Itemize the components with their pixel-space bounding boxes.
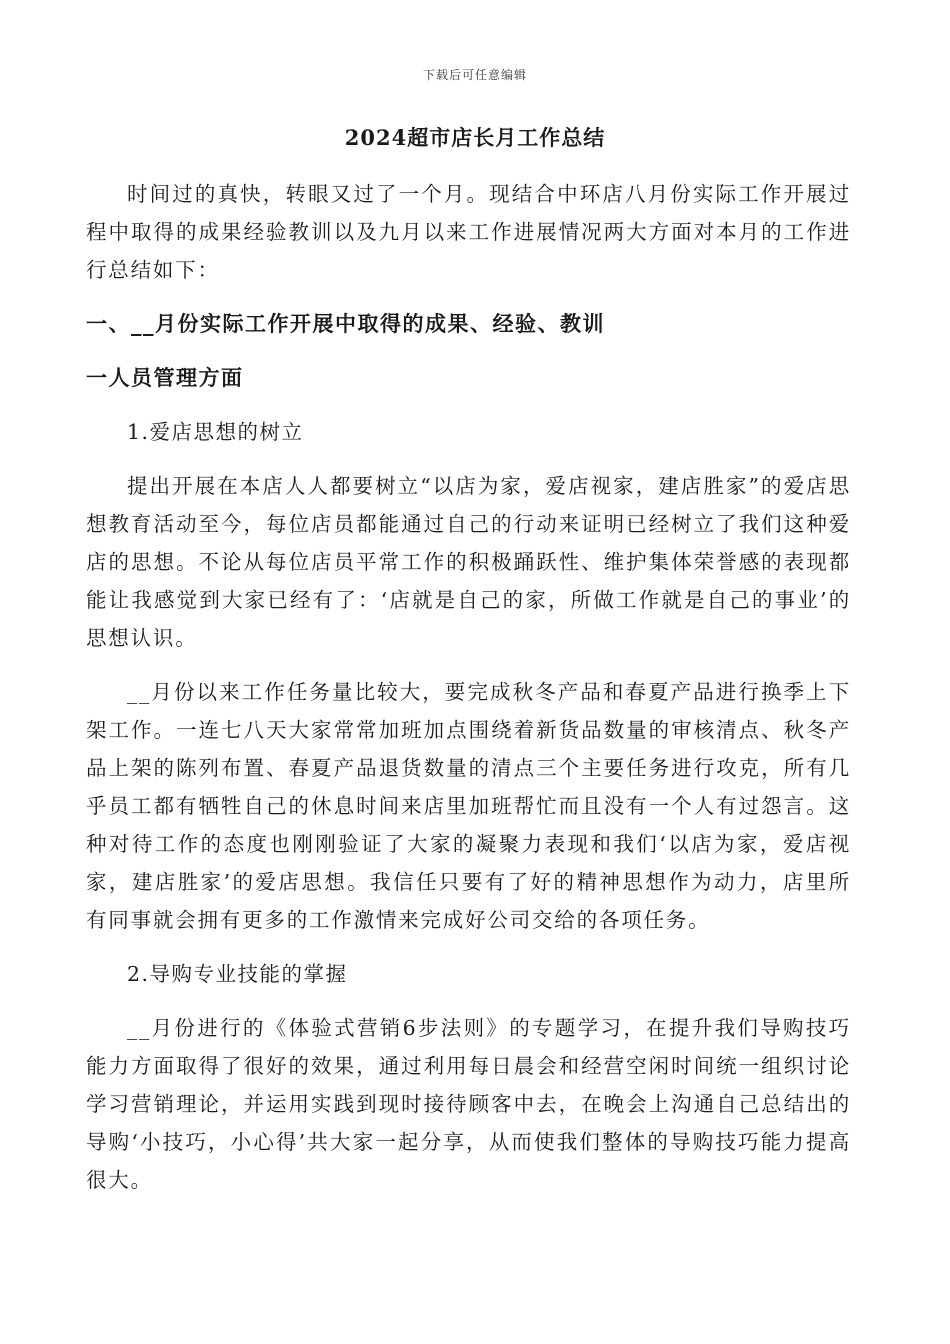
intro-paragraph: 时间过的真快，转眼又过了一个月。现结合中环店八月份实际工作开展过程中取得的成果经验教训以及九月以来工作进展情况两大方面对本月的工作进行总结如下： — [86, 182, 851, 282]
section-1-heading: 一、__月份实际工作开展中取得的成果、经验、教训 — [86, 311, 605, 336]
item-1-paragraph-1: 提出开展在本店人人都要树立“以店为家，爱店视家，建店胜家”的爱店思想教育活动至今，每位店员都能通过自己的行动来证明已经树立了我们这种爱店的思想。不论从每位店员平常工作的积极踊跃性、维护集体荣誉感的表现都能让我感觉到大家已经有了：‘店就是自己的家，所做工作就是自己的事业’的思想认识。 — [86, 474, 851, 650]
header-note: 下载后可任意编辑 — [422, 68, 527, 82]
item-1-heading: 1.爱店思想的树立 — [127, 420, 304, 444]
document-body — [86, 175, 851, 1215]
subsection-1-heading: 一人员管理方面 — [86, 365, 244, 390]
document-title: 2024超市店长月工作总结 — [344, 125, 606, 150]
item-2-heading: 2.导购专业技能的掌握 — [127, 962, 348, 986]
item-1-paragraph-2: __月份以来工作任务量比较大，要完成秋冬产品和春夏产品进行换季上下架工作。一连七八天大家常常加班加点围绕着新货品数量的审核清点、秋冬产品上架的陈列布置、春夏产品退货数量的清点三个主要任务进行攻克，所有几乎员工都有牺牲自己的休息时间来店里加班帮忙而且没有一个人有过怨言。这种对待工作的态度也刚刚验证了大家的凝聚力表现和我们‘以店为家，爱店视家，建店胜家’的爱店思想。我信任只要有了好的精神思想作为动力，店里所有同事就会拥有更多的工作激情来完成好公司交给的各项任务。 — [86, 680, 851, 932]
item-2-paragraph-1: __月份进行的《体验式营销6步法则》的专题学习，在提升我们导购技巧能力方面取得了很好的效果，通过利用每日晨会和经营空闲时间统一组织讨论学习营销理论，并运用实践到现时接待顾客中去，在晚会上沟通自己总结出的导购‘小技巧，小心得’共大家一起分享，从而使我们整体的导购技巧能力提高很大。 — [86, 1016, 851, 1192]
